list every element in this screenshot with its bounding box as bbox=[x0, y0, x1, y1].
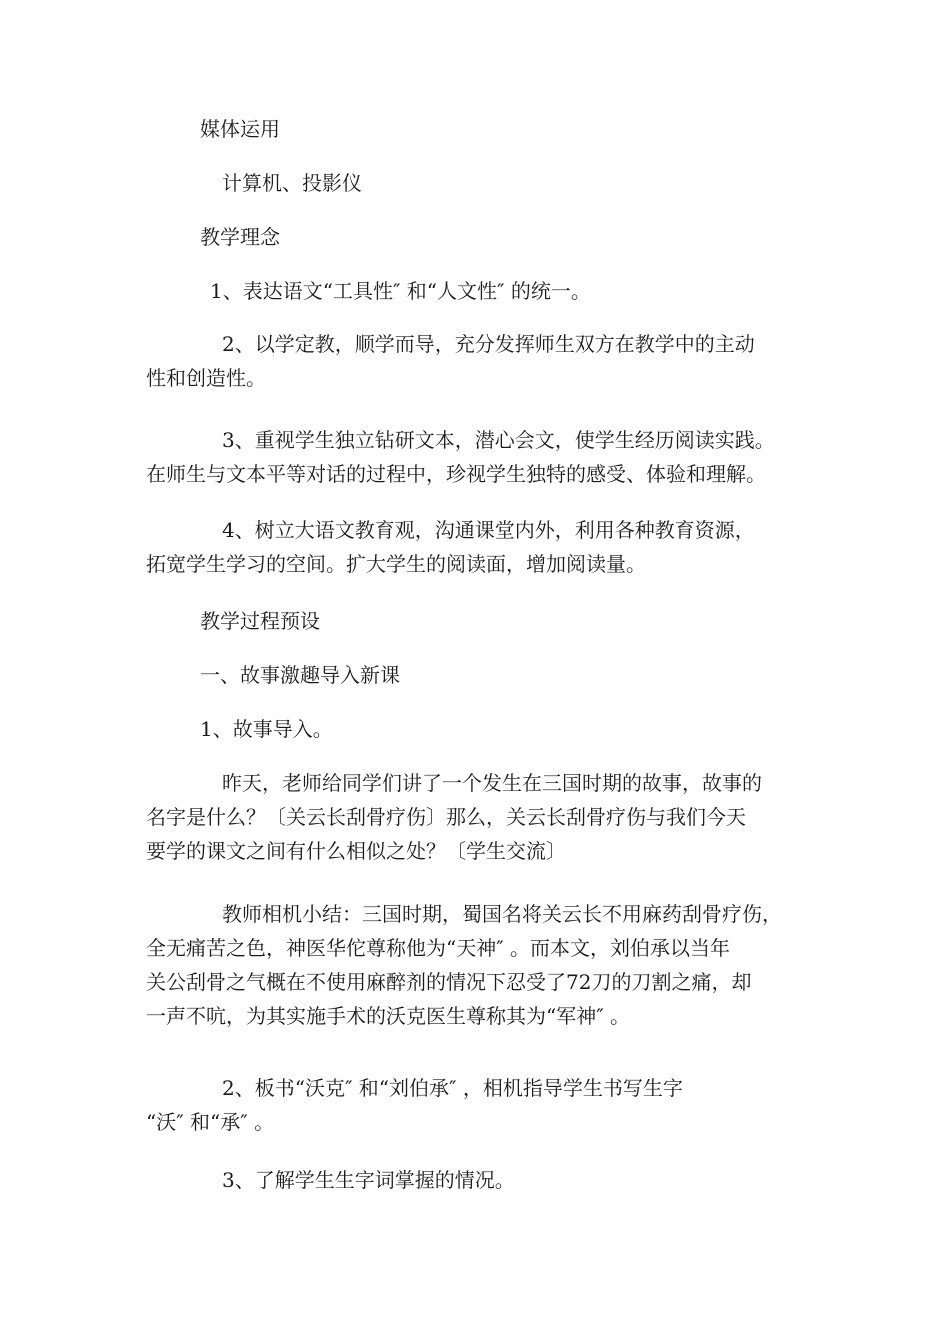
philosophy-item-1 bbox=[210, 274, 591, 308]
heading-teaching-process bbox=[200, 604, 320, 638]
line: 2、板书“沃克″ 和“刘伯承″ ，相机指导学生书写生字 bbox=[222, 1076, 683, 1100]
line: 2、以学定教，顺学而导，充分发挥师生双方在教学中的主动 bbox=[222, 332, 755, 356]
line: 一声不吭，为其实施手术的沃克医生尊称其为“军神″ 。 bbox=[146, 1004, 631, 1028]
line: 3、重视学生独立钻研文本，潜心会文，使学生经历阅读实践。 bbox=[222, 428, 775, 452]
philosophy-item-3 bbox=[146, 423, 775, 491]
line: 要学的课文之间有什么相似之处？〔学生交流〕 bbox=[146, 839, 566, 863]
line: 教学理念 bbox=[200, 225, 280, 249]
line: 名字是什么？〔关云长刮骨疗伤〕那么，关云长刮骨疗伤与我们今天 bbox=[146, 805, 746, 829]
line: 1、表达语文“工具性″ 和“人文性″ 的统一。 bbox=[210, 279, 591, 303]
line: 在师生与文本平等对话的过程中，珍视学生独特的感受、体验和理解。 bbox=[146, 462, 766, 486]
philosophy-item-2 bbox=[146, 327, 755, 395]
paragraph-teacher-summary bbox=[146, 897, 782, 1033]
subsection-board-writing bbox=[146, 1071, 683, 1139]
philosophy-item-4 bbox=[146, 513, 755, 581]
line: 计算机、投影仪 bbox=[222, 171, 362, 195]
line: 4、树立大语文教育观，沟通课堂内外，利用各种教育资源， bbox=[222, 518, 755, 542]
line: 教师相机小结：三国时期，蜀国名将关云长不用麻药刮骨疗伤， bbox=[222, 902, 782, 926]
subsection-vocabulary-check bbox=[222, 1163, 515, 1197]
line: 昨天，老师给同学们讲了一个发生在三国时期的故事，故事的 bbox=[222, 771, 762, 795]
section-heading-1 bbox=[200, 658, 400, 692]
line: 1、故事导入。 bbox=[200, 717, 333, 741]
line: “沃″ 和“承″ 。 bbox=[146, 1110, 275, 1134]
line: 性和创造性。 bbox=[146, 366, 266, 390]
line: 教学过程预设 bbox=[200, 609, 320, 633]
paragraph-story bbox=[146, 766, 762, 868]
paragraph-media-items bbox=[222, 166, 362, 200]
line: 关公刮骨之气概在不使用麻醉剂的情况下忍受了72刀的刀割之痛，却 bbox=[146, 970, 752, 994]
line: 媒体运用 bbox=[200, 117, 280, 141]
heading-teaching-philosophy bbox=[200, 220, 280, 254]
line: 一、故事激趣导入新课 bbox=[200, 663, 400, 687]
heading-media bbox=[200, 112, 280, 146]
line: 全无痛苦之色，神医华佗尊称他为“天神″ 。而本文，刘伯承以当年 bbox=[146, 936, 731, 960]
subsection-story-intro bbox=[200, 712, 333, 746]
line: 3、了解学生生字词掌握的情况。 bbox=[222, 1168, 515, 1192]
line: 拓宽学生学习的空间。扩大学生的阅读面，增加阅读量。 bbox=[146, 552, 646, 576]
